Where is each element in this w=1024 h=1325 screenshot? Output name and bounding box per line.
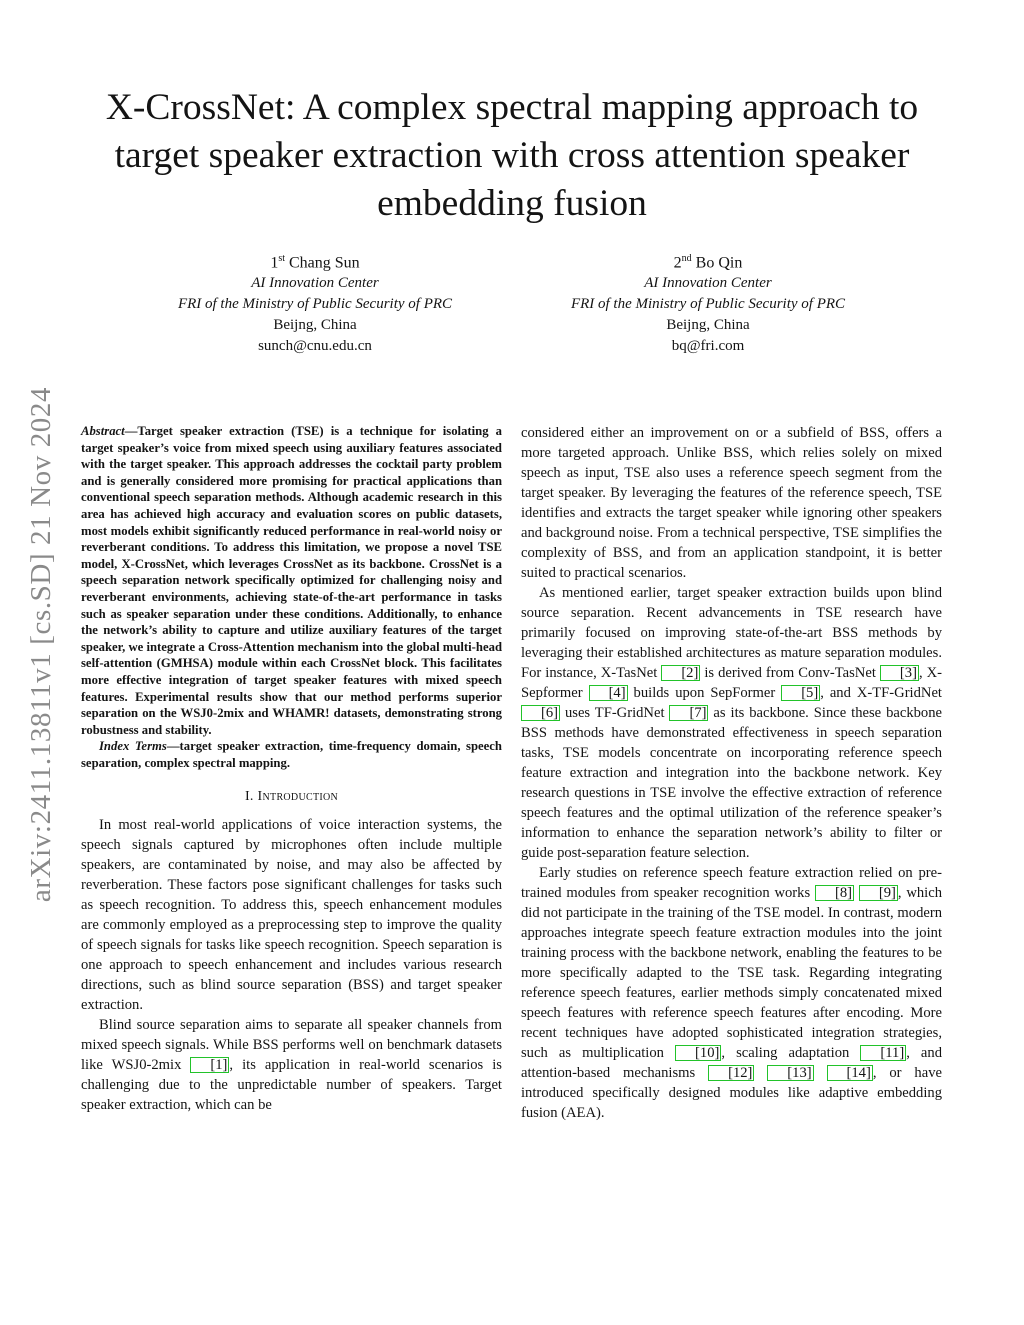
citation-link[interactable]: [5] (781, 685, 820, 701)
paragraph: In most real-world applications of voice interaction systems, the speech signals captured by microphones often include multiple speakers, are contaminated by noise, and may also be affected by reverberation. These factors pose significant challenges for tasks such as speech recognition. To address this, speech enhancement modules are commonly employed as a preprocessing step to improve the quality of speech signals for tasks like speech recognition. Speech separation is one approach to speech enhancement and includes various research directions, such as blind source separation (BSS) and target speaker extraction. (81, 817, 502, 1014)
abstract (81, 423, 502, 738)
author-block-2 (518, 248, 898, 357)
author-affiliation: FRI of the Ministry of Public Security of PRC (177, 296, 453, 313)
citation-link[interactable]: [11] (860, 1045, 906, 1061)
text-run: Early studies on reference speech feature extraction relied on pre-trained modules from speaker recognition works (521, 865, 942, 901)
citation-link[interactable]: [6] (521, 705, 560, 721)
abstract-label: Abstract (81, 424, 125, 438)
text-run: builds upon SepFormer (627, 685, 782, 701)
citation-link[interactable]: [10] (675, 1045, 721, 1061)
text-run: , and attention-based mechanisms (521, 1045, 942, 1081)
citation-link[interactable]: [1] (190, 1057, 229, 1073)
text-run: As mentioned earlier, target speaker extraction builds upon blind source separation. Recent advancements in TSE research have primarily focused on improving state-of-the-art BSS methods by leveraging their established architectures as mature separation modules. For instance, X-TasNet (521, 585, 942, 681)
author-affiliation: AI Innovation Center (644, 275, 772, 292)
section-numeral: I. (244, 789, 254, 805)
citation-link[interactable]: [9] (859, 885, 898, 901)
paragraph (521, 583, 942, 863)
index-terms-label: Index Terms (99, 739, 167, 754)
arxiv-stamp (16, 348, 68, 940)
citation-link[interactable]: [13] (767, 1065, 813, 1081)
citation-link[interactable]: [7] (669, 705, 708, 721)
citation-link[interactable]: [4] (589, 685, 628, 701)
text-run: as its backbone. Since these backbone BSS methods have demonstrated effectiveness in speech separation tasks, TSE models concentrate on incorporating reference speech feature extraction and integration into the backbone network. Key research questions in TSE involve the effective extraction of reference speech features and the optimal utilization of the reference speaker’s information to enhance the separation network’s ability to filter or guide post-separation feature selection. (521, 705, 942, 861)
author-name: Chang Sun (289, 254, 360, 272)
author-name-line (518, 248, 898, 273)
text-run: , which did not participate in the training of the TSE model. In contrast, modern approaches integrate speech feature extraction modules into the joint training process with the backbone network, enabling the features to be more specifically adapted to the TSE task. Regarding integrating reference speech features, earlier methods simply concatenated mixed speech features with reference speech features after encoding. More recent techniques have adopted sophisticated integration strategies, such as multiplication (521, 885, 942, 1061)
paragraph (81, 1015, 502, 1115)
author-email[interactable]: bq@fri.com (671, 338, 745, 355)
text-run: Blind source separation aims to separate all speaker channels from mixed speech signals. While BSS performs well on benchmark datasets like WSJ0-2mix (81, 1017, 502, 1074)
text-run: is derived from Conv-TasNet (700, 665, 880, 681)
author-name-line (125, 248, 505, 273)
citation-link[interactable]: [2] (661, 665, 700, 681)
text-run: , scaling adaptation (721, 1045, 861, 1061)
text-run: , or have introduced specifically designed modules like adaptive embedding fusion (AEA). (521, 1065, 942, 1121)
author-email[interactable]: sunch@cnu.edu.cn (258, 338, 372, 355)
author-affiliation: FRI of the Ministry of Public Security of PRC (570, 296, 846, 313)
paragraph (521, 863, 942, 1123)
arxiv-stamp-text: arXiv:2411.13811v1 [cs.SD] 21 Nov 2024 (25, 386, 58, 902)
paragraph: considered either an improvement on or a subfield of BSS, offers a more targeted approach. Unlike BSS, which relies solely on mixed speech as input, TSE also uses a reference speech segment from the target speaker. By leveraging the features of the reference speech, TSE identifies and extracts the target speaker while ignoring other speakers and background noise. From a technical perspective, TSE simplifies the complexity of BSS, and from an application standpoint, it is better suited to practical scenarios. (521, 425, 942, 581)
text-run: , and X-TF-GridNet (820, 685, 942, 701)
author-ordinal-suffix: st (278, 253, 285, 264)
citation-link[interactable]: [8] (815, 885, 854, 901)
index-terms-text: —target speaker extraction, time-frequency domain, speech separation, complex spectral mapping. (81, 739, 502, 770)
text-run: uses TF-GridNet (560, 705, 670, 721)
index-terms (81, 738, 502, 771)
author-location: Beijng, China (666, 317, 750, 334)
author-block-1 (125, 248, 505, 357)
text-run: , its application in real-world scenarios is challenging due to the unpredictable number of speakers. Target speaker extraction, which can be (81, 1057, 502, 1114)
text-run: , X-Sepformer (521, 665, 943, 701)
paper-title: X-CrossNet: A complex spectral mapping approach to target speaker extraction with cross attention speaker embedding fusion (105, 87, 919, 224)
author-ordinal-suffix: nd (681, 253, 692, 264)
right-column (521, 423, 942, 1123)
author-ordinal: 1 (270, 254, 279, 272)
author-name: Bo Qin (695, 254, 743, 272)
section-heading (81, 787, 502, 807)
author-affiliation: AI Innovation Center (251, 275, 379, 292)
citation-link[interactable]: [3] (880, 665, 919, 681)
section-title: Introduction (257, 789, 339, 805)
citation-link[interactable]: [14] (827, 1065, 873, 1081)
author-location: Beijng, China (273, 317, 357, 334)
left-column (81, 423, 502, 1115)
author-ordinal: 2 (673, 254, 682, 272)
citation-link[interactable]: [12] (708, 1065, 754, 1081)
abstract-text: —Target speaker extraction (TSE) is a technique for isolating a target speaker’s voice from mixed speech using auxiliary features associated with the target speaker. This approach addresses the cocktail party problem and is generally considered more promising for practical applications than conventional speech separation methods. Although academic research in this area has achieved high accuracy and evaluation scores on public datasets, most models exhibit significantly reduced performance in real-world noisy or reverberant conditions. To address this limitation, we propose a novel TSE model, X-CrossNet, which leverages CrossNet as its backbone. CrossNet is a speech separation network specifically optimized for challenging noisy and reverberant environments, achieving state-of-the-art performance in tasks such as speaker separation under these conditions. Additionally, to enhance the network’s ability to capture and utilize auxiliary features of the target speaker, we integrate a Cross-Attention mechanism into the global multi-head self-attention (GMHSA) module within each CrossNet block. This facilitates more effective integration of target speaker features with mixed speech features. Experimental results show that our method performs superior separation on the WSJ0-2mix and WHAMR! datasets, demonstrating strong robustness and stability. (81, 424, 502, 737)
